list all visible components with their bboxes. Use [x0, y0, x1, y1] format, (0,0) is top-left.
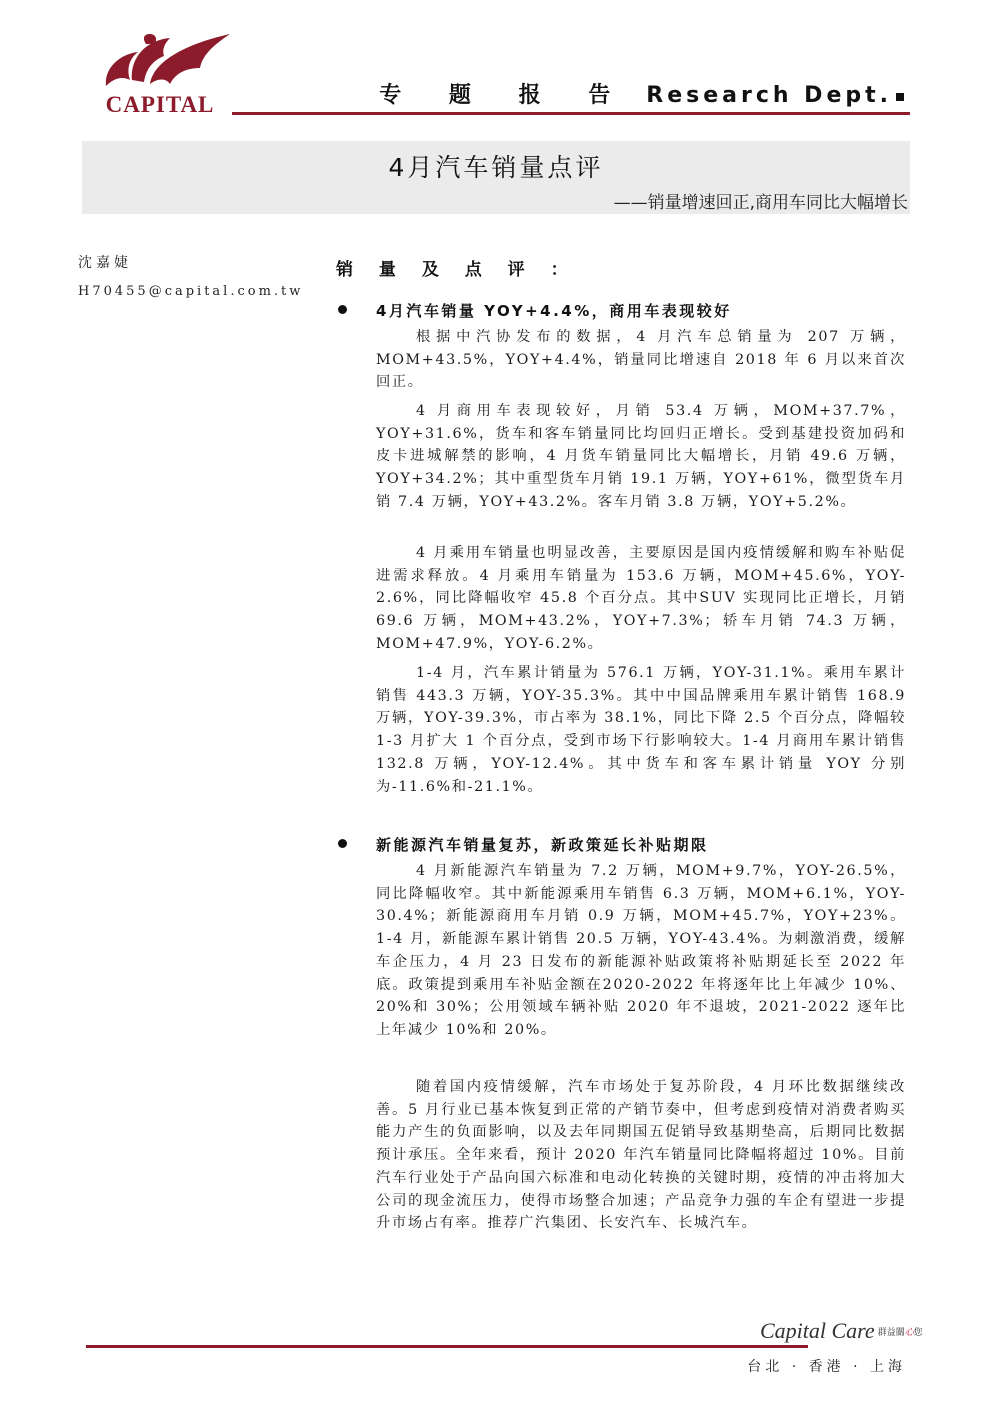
logo-wordmark: CAPITAL — [105, 92, 215, 117]
page-subtitle: ——销量增速回正,商用车同比大幅增长 — [613, 193, 908, 213]
square-bullet-icon — [896, 93, 904, 101]
heart-icon: 心 — [904, 1327, 914, 1337]
page-title: 4月汽车销量点评 — [388, 153, 604, 182]
header-report-label — [379, 78, 904, 109]
header-divider — [232, 112, 910, 115]
section-title: 销 量 及 点 评 ： — [336, 260, 578, 280]
paragraph: 1-4 月，汽车累计销量为 576.1 万辆，YOY-31.1%。乘用车累计销售 443.3 万辆，YOY-35.3%。其中中国品牌乘用车累计销售 168.9 万辆，YOY-39.3%，市占率为 38.1%，同比下降 2.5 个百分点，降幅较 1-3 月扩大 1 个百分点，受到市场下行影响较大。1-4 月商用车累计销售 132.8 万辆，YOY-12.4%。其中货车和客车累计销量 YOY 分别为-11.6%和-21.1%。 — [376, 665, 906, 795]
footer-brand: Capital Care — [760, 1318, 875, 1343]
paragraph: 根据中汽协发布的数据，4 月汽车总销量为 207 万辆，MOM+43.5%，YOY+4.4%，销量同比增速自 2018 年 6 月以来首次回正。 — [376, 329, 906, 391]
bullet-icon — [338, 839, 347, 848]
capital-care-logo — [760, 1318, 923, 1344]
bullet-heading: 新能源汽车销量复苏，新政策延长补贴期限 — [376, 836, 709, 854]
bullet-icon — [338, 305, 347, 314]
report-type: 专 题 报 告 — [379, 83, 631, 108]
conclusion-paragraph: 随着国内疫情缓解，汽车市场处于复苏阶段，4 月环比数据继续改善。5 月行业已基本恢复到正常的产销节奏中，但考虑到疫情对消费者购买能力产生的负面影响，以及去年同期国五促销导致基期垫高，后期同比数据预计承压。全年来看，预计 2020 年汽车销量同比降幅将超过 10%。目前汽车行业处于产品向国六标准和电动化转换的关键时期，疫情的冲击将加大公司的现金流压力，使得市场整合加速；产品竞争力强的车企有望进一步提升市场占有率。推荐广汽集团、长安汽车、长城汽车。 — [376, 1079, 906, 1232]
footer-brand-cn: 群益關 — [877, 1328, 905, 1338]
research-dept: Research Dept. — [646, 83, 892, 108]
author-name: 沈嘉婕 — [78, 255, 132, 271]
bullet-heading: 4月汽车销量 YOY+4.4%，商用车表现较好 — [376, 302, 732, 320]
paragraph: 4 月新能源汽车销量为 7.2 万辆，MOM+9.7%，YOY-26.5%，同比降幅收窄。其中新能源乘用车销售 6.3 万辆，MOM+6.1%，YOY-30.4%；新能源商用车月销 0.9 万辆，MOM+45.7%，YOY+23%。1-4 月，新能源车累计销售 20.5 万辆，YOY-43.4%。为刺激消费，缓解车企压力，4 月 23 日发布的新能源补贴政策将补贴期延长至 2022 年底。政策提到乘用车补贴金额在2020-2022 年将逐年比上年减少 10%、20%和 30%；公用领域车辆补贴 2020 年不退坡，2021-2022 逐年比上年减少 10%和 20%。 — [376, 863, 906, 1038]
paragraph: 4 月乘用车销量也明显改善，主要原因是国内疫情缓解和购车补贴促进需求释放。4 月乘用车销量为 153.6 万辆，MOM+45.6%，YOY-2.6%，同比降幅收窄 45.8 个百分点。其中SUV 实现同比正增长，月销 69.6 万辆，MOM+43.2%，YOY+7.3%；轿车月销 74.3 万辆，MOM+47.9%，YOY-6.2%。 — [376, 545, 906, 652]
author-email: H70455@capital.com.tw — [78, 284, 304, 299]
footer-brand-tail: 您 — [913, 1328, 923, 1338]
paragraph: 4 月商用车表现较好，月销 53.4 万辆，MOM+37.7%，YOY+31.6%，货车和客车销量同比均回归正增长。受到基建投资加码和皮卡进城解禁的影响，4 月货车销量同比大幅增长，月销 49.6 万辆，YOY+34.2%；其中重型货车月销 19.1 万辆，YOY+61%，微型货车月销 7.4 万辆，YOY+43.2%。客车月销 3.8 万辆，YOY+5.2%。 — [376, 403, 906, 510]
footer-cities: 台北 · 香港 · 上海 — [747, 1359, 906, 1375]
footer-divider — [86, 1345, 808, 1348]
